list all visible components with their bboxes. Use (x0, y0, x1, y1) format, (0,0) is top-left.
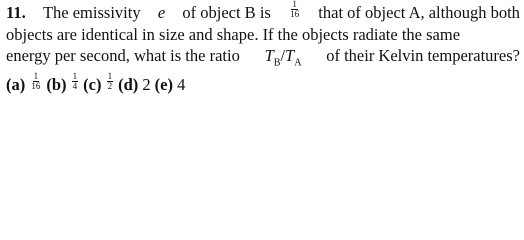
variable-t: T (285, 46, 295, 65)
fraction-numerator: 1 (292, 0, 297, 9)
choice-d-value: 2 (142, 74, 151, 94)
question-line-3 (6, 45, 520, 74)
question-block (0, 0, 524, 92)
fraction-numerator: 1 (33, 70, 39, 81)
choice-c-label: (c) (83, 74, 102, 94)
text-fragment: of object B is (182, 3, 271, 22)
choice-a-fraction (30, 72, 41, 94)
question-line-1 (6, 2, 520, 24)
subscript-b: B (273, 57, 281, 69)
text-fragment: that of object A, although both (318, 3, 520, 22)
question-number: 11. (6, 3, 26, 22)
choice-a-label: (a) (6, 74, 26, 94)
answer-choices (6, 70, 520, 96)
choice-d-label: (d) (118, 74, 139, 94)
fraction-denominator: 4 (72, 80, 78, 91)
text-fragment: objects are identical in size and shape. If the objects radiate the same (6, 24, 461, 44)
text-fragment: The emissivity (42, 3, 141, 22)
text-fragment: energy per second, what is the ratio (6, 46, 240, 65)
text-fragment: of their Kelvin temperatures? (326, 46, 520, 65)
temperature-ratio (265, 45, 302, 74)
choice-b-fraction (72, 72, 79, 94)
subscript-a: A (294, 57, 302, 69)
choice-b-label: (b) (46, 74, 67, 94)
fraction-denominator: 2 (107, 80, 113, 91)
fraction-numerator: 1 (107, 70, 113, 81)
slash: / (280, 46, 286, 65)
question-line-2 (6, 24, 520, 46)
choice-e-value: 4 (177, 74, 186, 94)
fraction-denominator: 16 (31, 80, 41, 91)
choice-e-label: (e) (154, 74, 173, 94)
variable-t: T (264, 46, 274, 65)
fraction-one-sixteenth (289, 0, 300, 22)
variable-e: e (157, 3, 166, 22)
choice-c-fraction (107, 72, 114, 94)
fraction-denominator: 16 (290, 9, 300, 19)
fraction-numerator: 1 (72, 70, 78, 81)
